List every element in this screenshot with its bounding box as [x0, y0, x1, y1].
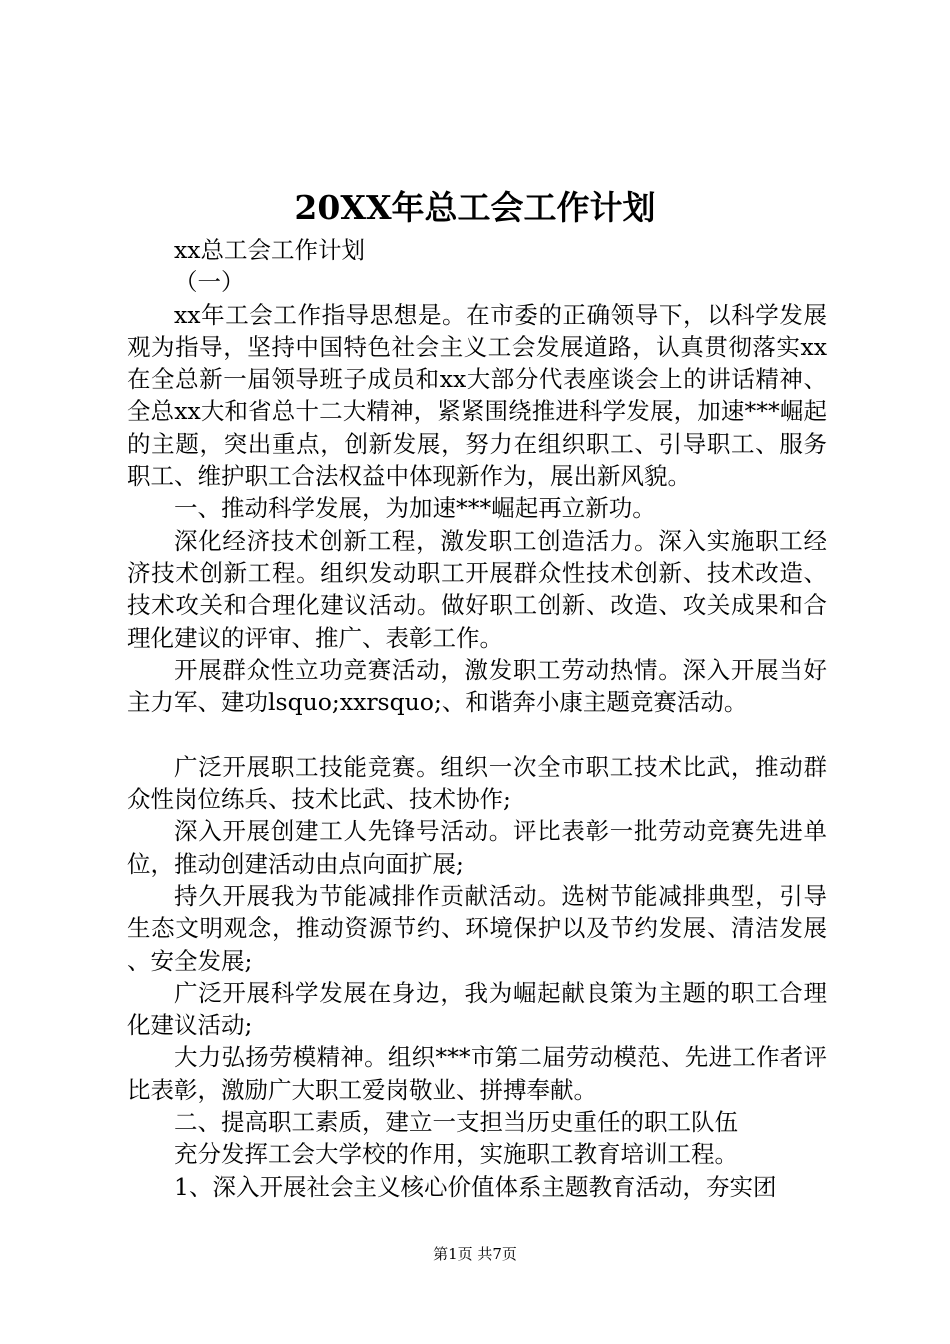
section-number: （一）	[174, 268, 245, 297]
section-heading: 一、推动科学发展，为加速***崛起再立新功。	[174, 494, 656, 523]
paragraph: 广泛开展科学发展在身边，我为崛起献良策为主题的职工合理化建议活动;	[127, 978, 827, 1040]
subtitle: xx总工会工作计划	[174, 236, 366, 264]
paragraph: 深入开展创建工人先锋号活动。评比表彰一批劳动竞赛先进单位，推动创建活动由点向面扩展;	[127, 817, 827, 878]
paragraph: 1、深入开展社会主义核心价值体系主题教育活动，夯实团	[174, 1172, 777, 1201]
paragraph: 大力弘扬劳模精神。组织***市第二届劳动模范、先进工作者评比表彰，激励广大职工爱岗敬业、拼搏奉献。	[127, 1043, 827, 1104]
paragraph: xx年工会工作指导思想是。在市委的正确领导下，以科学发展观为指导，坚持中国特色社会主义工会发展道路，认真贯彻落实xx在全总新一届领导班子成员和xx大部分代表座谈会上的讲话精神、全总xx大和省总十二大精神，紧紧围绕推进科学发展，加速***崛起的主题，突出重点，创新发展，努力在组织职工、引导职工、服务职工、维护职工合法权益中体现新作为，展出新风貌。	[127, 300, 827, 491]
page-footer: 第1页 共7页	[433, 1245, 517, 1263]
document-title: 20XX年总工会工作计划	[294, 188, 656, 227]
paragraph: 充分发挥工会大学校的作用，实施职工教育培训工程。	[174, 1140, 738, 1169]
paragraph: 开展群众性立功竞赛活动，激发职工劳动热情。深入开展当好主力军、建功lsquo;xxrsquo;、和谐奔小康主题竞赛活动。	[127, 655, 827, 717]
paragraph: 广泛开展职工技能竞赛。组织一次全市职工技术比武，推动群众性岗位练兵、技术比武、技术协作;	[127, 752, 827, 814]
document-body	[127, 234, 827, 1203]
paragraph: 深化经济技术创新工程，激发职工创造活力。深入实施职工经济技术创新工程。组织发动职工开展群众性技术创新、技术改造、技术攻关和合理化建议活动。做好职工创新、改造、攻关成果和合理化建议的评审、推广、表彰工作。	[127, 526, 827, 652]
paragraph: 持久开展我为节能减排作贡献活动。选树节能减排典型，引导生态文明观念，推动资源节约、环境保护以及节约发展、清洁发展、安全发展;	[127, 881, 827, 975]
section-heading: 二、提高职工素质，建立一支担当历史重任的职工队伍	[174, 1108, 738, 1137]
